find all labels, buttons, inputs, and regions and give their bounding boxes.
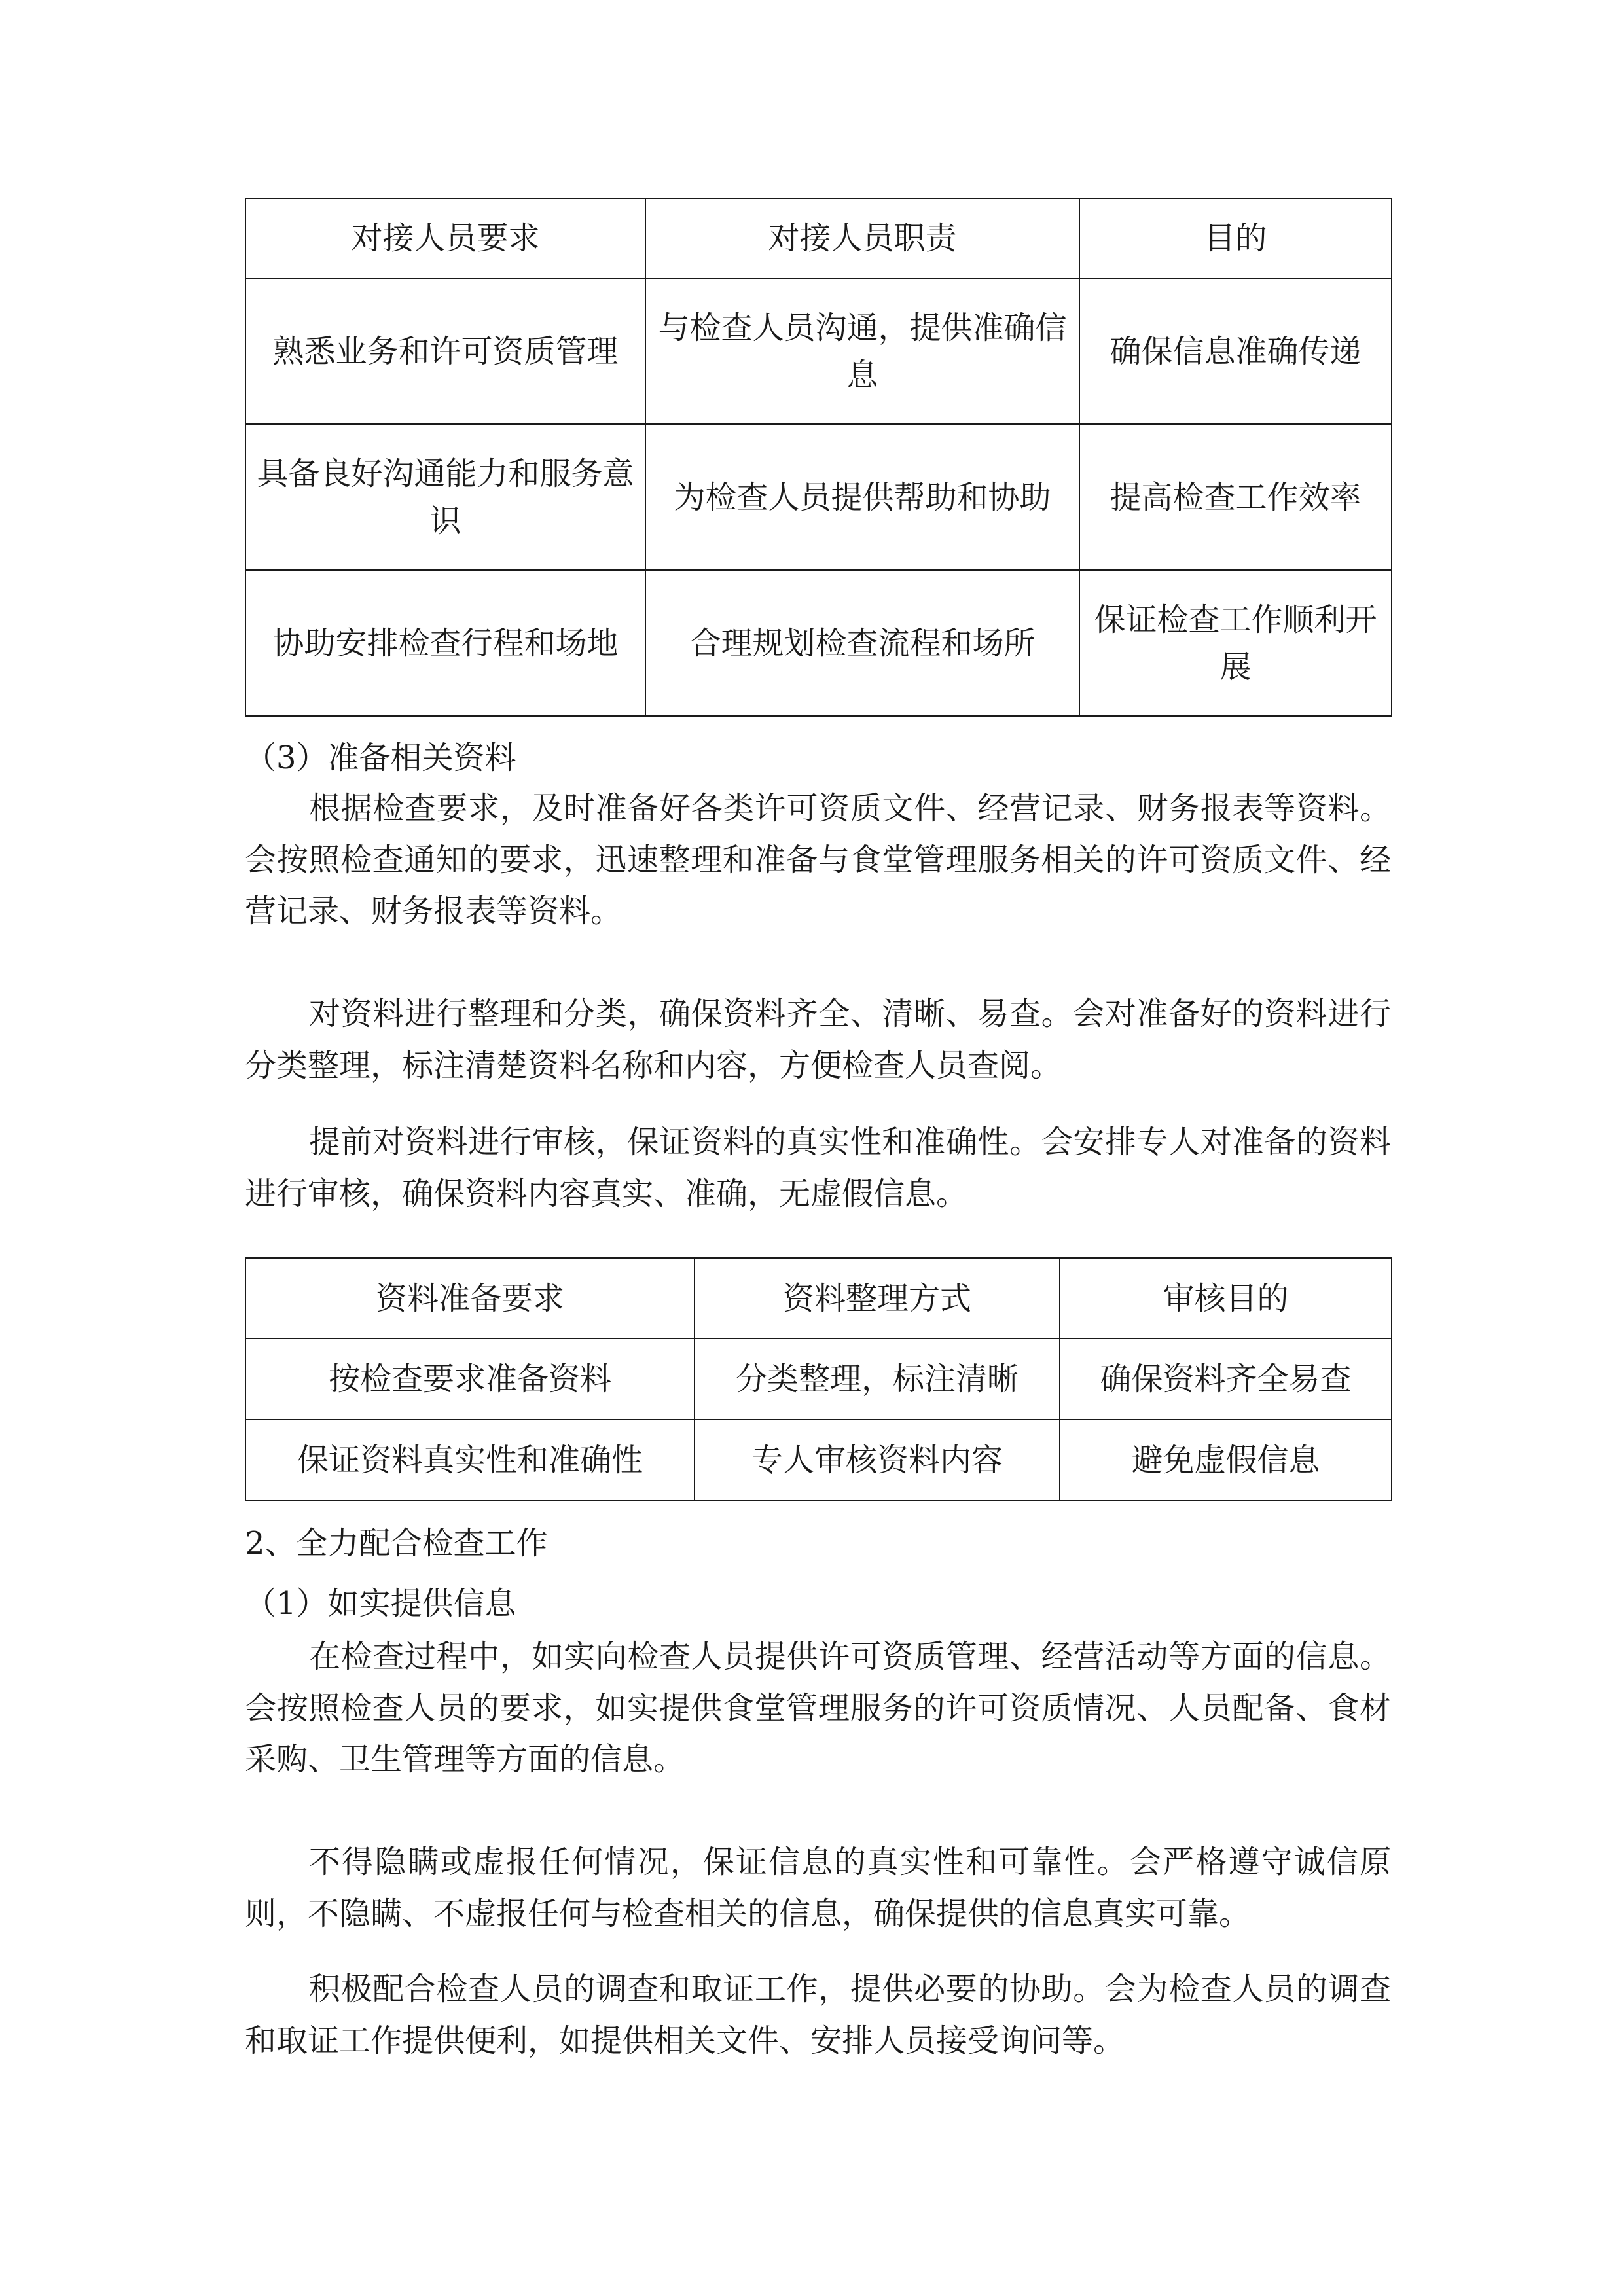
table-row	[245, 424, 1392, 570]
table-cell: 熟悉业务和许可资质管理	[245, 278, 645, 424]
subsection-heading: （1）如实提供信息	[245, 1585, 516, 1622]
table-cell: 保证资料真实性和准确性	[245, 1420, 695, 1501]
paragraph: 提前对资料进行审核，保证资料的真实性和准确性。会安排专人对准备的资料进行审核，确保资料内容真实、准确，无虚假信息。	[245, 1124, 1391, 1212]
table-row	[245, 570, 1392, 716]
table-header-row	[245, 198, 1392, 278]
table-cell: 协助安排检查行程和场地	[245, 570, 645, 716]
table-cell: 具备良好沟通能力和服务意识	[245, 424, 645, 570]
table-header-row	[245, 1258, 1392, 1338]
section-heading: （3）准备相关资料	[245, 740, 516, 776]
table-row	[245, 278, 1392, 424]
paragraph: 对资料进行整理和分类，确保资料齐全、清晰、易查。会对准备好的资料进行分类整理，标注清楚资料名称和内容，方便检查人员查阅。	[245, 996, 1391, 1084]
table-header-cell: 资料整理方式	[695, 1258, 1060, 1338]
table-header-cell: 对接人员要求	[245, 198, 645, 278]
table-cell: 提高检查工作效率	[1079, 424, 1392, 570]
table-header-cell: 审核目的	[1060, 1258, 1392, 1338]
table-cell: 专人审核资料内容	[695, 1420, 1060, 1501]
table-cell: 确保资料齐全易查	[1060, 1338, 1392, 1420]
table-cell: 分类整理，标注清晰	[695, 1338, 1060, 1420]
table-header-cell: 资料准备要求	[245, 1258, 695, 1338]
paragraph: 不得隐瞒或虚报任何情况，保证信息的真实性和可靠性。会严格遵守诚信原则，不隐瞒、不虚报任何与检查相关的信息，确保提供的信息真实可靠。	[245, 1844, 1391, 1932]
table-cell: 保证检查工作顺利开展	[1079, 570, 1392, 716]
table-cell: 避免虚假信息	[1060, 1420, 1392, 1501]
table-cell: 与检查人员沟通，提供准确信息	[645, 278, 1079, 424]
paragraph: 根据检查要求，及时准备好各类许可资质文件、经营记录、财务报表等资料。会按照检查通知的要求，迅速整理和准备与食堂管理服务相关的许可资质文件、经营记录、财务报表等资料。	[245, 790, 1391, 929]
section-heading: 2、全力配合检查工作	[245, 1525, 548, 1562]
table-row	[245, 1420, 1392, 1501]
liaison-requirements-table	[245, 198, 1392, 717]
table-row	[245, 1338, 1392, 1420]
table-cell: 合理规划检查流程和场所	[645, 570, 1079, 716]
table-cell: 确保信息准确传递	[1079, 278, 1392, 424]
table-cell: 按检查要求准备资料	[245, 1338, 695, 1420]
table-header-cell: 目的	[1079, 198, 1392, 278]
table-cell: 为检查人员提供帮助和协助	[645, 424, 1079, 570]
table-header-cell: 对接人员职责	[645, 198, 1079, 278]
paragraph: 在检查过程中，如实向检查人员提供许可资质管理、经营活动等方面的信息。会按照检查人员的要求，如实提供食堂管理服务的许可资质情况、人员配备、食材采购、卫生管理等方面的信息。	[245, 1638, 1391, 1778]
materials-preparation-table	[245, 1257, 1392, 1501]
paragraph: 积极配合检查人员的调查和取证工作，提供必要的协助。会为检查人员的调查和取证工作提供便利，如提供相关文件、安排人员接受询问等。	[245, 1971, 1391, 2059]
